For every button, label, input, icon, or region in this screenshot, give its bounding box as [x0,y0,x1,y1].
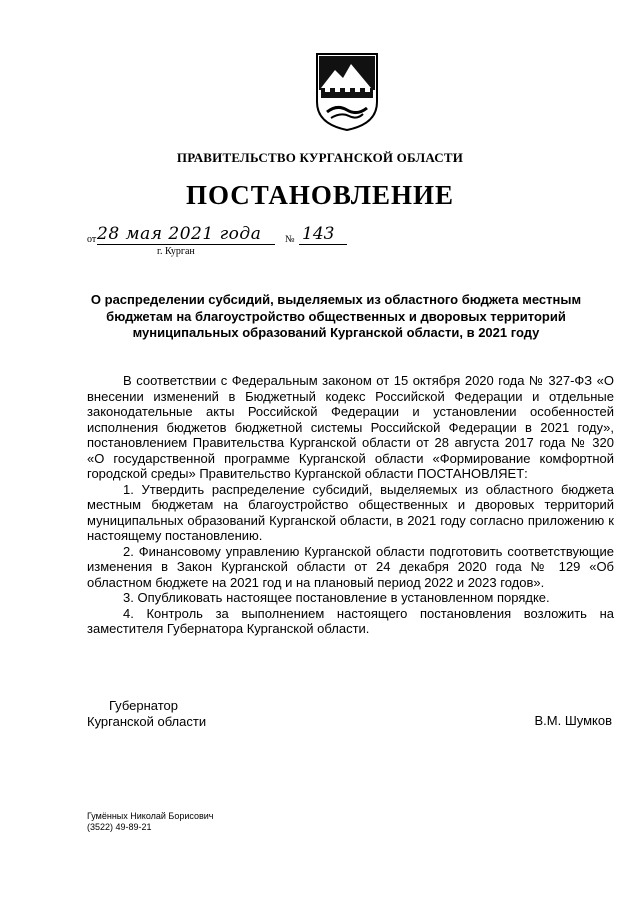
handwritten-number: 143 [302,224,335,244]
signatory-title [87,698,206,730]
executor-footer [87,811,213,833]
document-title: ПОСТАНОВЛЕНИЕ [185,180,455,210]
item-paragraph-2: 2. Финансовому управлению Курганской области подготовить соответствующие изменения в Закон Курганской области от 24 декабря 2020 года № 129 «Об областном бюджете на 2021 год и на плановый период 2022 и 2023 годов». [87,543,614,590]
number-prefix: № [285,234,295,245]
resolution-body [87,373,614,637]
signatory-name: В.М. Шумков [534,713,612,728]
coat-of-arms-icon [313,52,381,132]
dateline [87,224,387,268]
date-prefix: от [87,234,97,245]
signatory-title-line1: Губернатор [109,698,178,713]
preamble-paragraph: В соответствии с Федеральным законом от 15 октября 2020 года № 327-ФЗ «О внесении изменений в Бюджетный кодекс Российской Федерации и отдельные законодательные акты Российской Федерации и установлении особенностей исполнения бюджетов бюджетной системы Российской Федерации в 2021 году», постановлением Правительства Курганской области от 28 августа 2017 года № 320 «О государственной программе Курганской области «Формирование комфортной городской среды» Правительство Курганской области ПОСТАНОВЛЯЕТ: [87,373,614,481]
number-underline [299,244,347,245]
item-paragraph-4: 4. Контроль за выполнением настоящего постановления возложить на заместителя Губернатора Курганской области. [87,605,614,636]
government-name: ПРАВИТЕЛЬСТВО КУРГАНСКОЙ ОБЛАСТИ [176,150,464,165]
signatory-title-line2: Курганской области [87,714,207,729]
date-underline [97,244,275,245]
city: г. Курган [157,246,195,257]
item-paragraph-1: 1. Утвердить распределение субсидий, выделяемых из областного бюджета местным бюджетам на благоустройство общественных и дворовых территорий муниципальных образований Курганской области, в 2021 году согласно приложению к настоящему постановлению. [87,481,614,543]
executor-name: Гумённых Николай Борисович [87,811,214,821]
executor-phone: (3522) 49-89-21 [87,822,152,832]
handwritten-date: 28 мая 2021 года [97,224,262,244]
resolution-heading: О распределении субсидий, выделяемых из областного бюджета местным бюджетам на благоустройство общественных и дворовых территорий муниципальных образований Курганской области, в 2021 году [90,292,582,340]
item-paragraph-3: 3. Опубликовать настоящее постановление в установленном порядке. [123,590,550,605]
